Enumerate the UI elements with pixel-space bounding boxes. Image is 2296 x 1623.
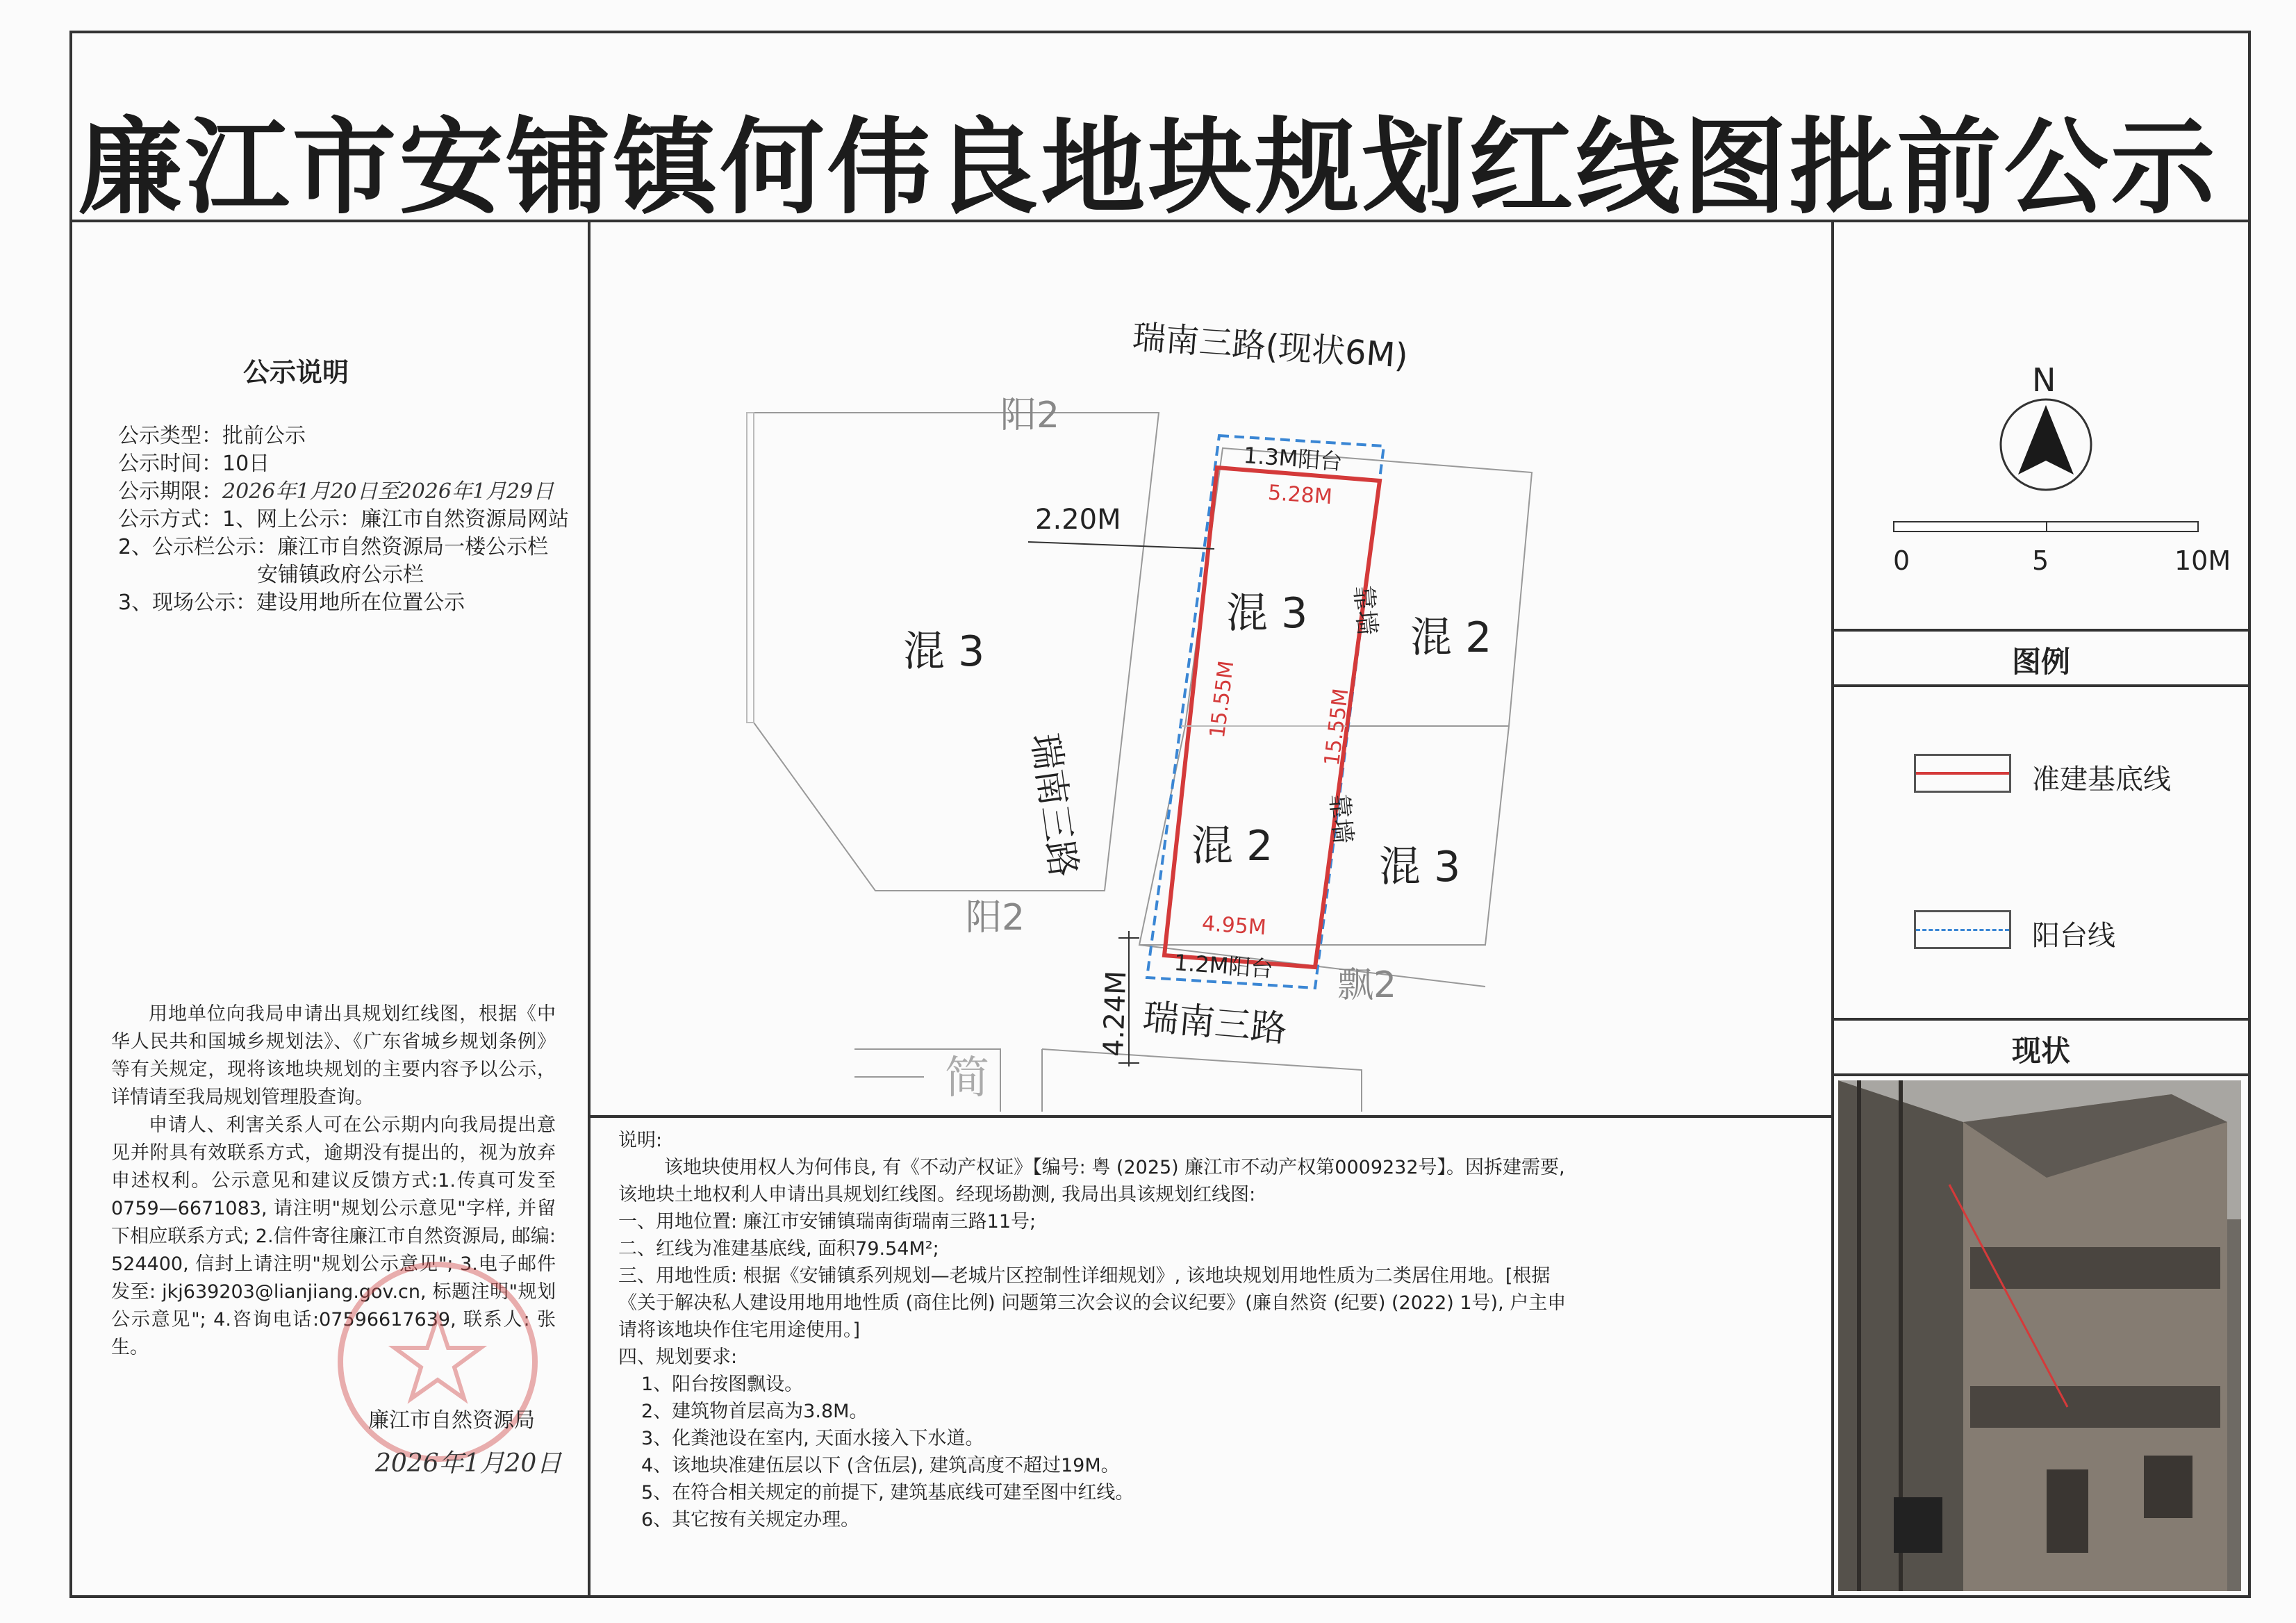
- building-label-site-top: 混 3: [1226, 589, 1308, 638]
- scale-label-0: 0: [1893, 545, 1910, 576]
- balcony-label-bottom: 1.2M阳台: [1173, 949, 1274, 982]
- piao-label: 飘2: [1337, 964, 1397, 1006]
- page-title: 廉江市安铺镇何伟良地块规划红线图批前公示: [78, 108, 2218, 229]
- dim-label-setback: 2.20M: [1035, 504, 1121, 536]
- official-seal: [327, 1251, 549, 1473]
- notice-method-2b: 安铺镇政府公示栏: [257, 563, 424, 587]
- notice-period: [118, 478, 554, 506]
- building-label-left: 混 3: [903, 627, 985, 676]
- wall-label-bottom: 靠墙: [1324, 792, 1357, 846]
- legend-blue-label: 阳台线: [2032, 920, 2115, 952]
- legend-header-top: [1831, 629, 2251, 632]
- status-header-bottom: [1831, 1073, 2251, 1076]
- requirement-6: 6、其它按有关规定办理。: [641, 1509, 860, 1531]
- building-label-site-bottom: 混 2: [1191, 822, 1273, 871]
- requirement-1: 1、阳台按图飘设。: [641, 1374, 804, 1395]
- scale-bar: [1893, 521, 2199, 532]
- scale-label-10: 10M: [2174, 545, 2231, 576]
- legend-blue-swatch: [1914, 910, 2011, 949]
- description-divider: [588, 1115, 1833, 1118]
- legend-red-label: 准建基底线: [2032, 764, 2171, 796]
- road-label-top: 瑞南三路(现状6M): [1131, 318, 1410, 376]
- status-header-top: [1831, 1018, 2251, 1021]
- description-item-2: 二、红线为准建基底线, 面积79.54M²;: [618, 1238, 939, 1260]
- notice-method-1: 公示方式：1、网上公示：廉江市自然资源局网站: [118, 507, 570, 532]
- balcony-label-top: 1.3M阳台: [1242, 442, 1344, 475]
- scale-label-5: 5: [2032, 545, 2049, 576]
- jian-label: 简: [945, 1053, 989, 1104]
- yang-label-top: 阳2: [1000, 395, 1060, 436]
- notice-method-2: 2、公示栏公示：廉江市自然资源局一楼公示栏: [118, 535, 549, 559]
- description-label: 说明:: [618, 1130, 663, 1151]
- description-item-3: 三、用地性质: 根据《安铺镇系列规划—老城片区控制性详细规划》, 该地块规划用地性质为二类居住用地。[根据《关于解决私人建设用地用地性质 (商住比例) 问题第三次会议的会议纪要》(廉自然资 (纪要) (2022) 1号), 户主申请将该地块作住宅用途使用。]: [618, 1265, 1567, 1341]
- description-item-4: 四、规划要求:: [618, 1346, 738, 1368]
- legend-red-swatch: [1914, 754, 2011, 793]
- compass-north: N: [2032, 361, 2056, 399]
- notice-heading: 公示说明: [243, 357, 349, 388]
- wall-label-top: 靠墙: [1348, 584, 1382, 637]
- dim-label-bottom: 4.95M: [1200, 911, 1267, 941]
- north-arrow-icon: [1994, 393, 2098, 497]
- building-label-right-bottom: 混 3: [1379, 843, 1461, 891]
- dim-label-left: 15.55M: [1205, 659, 1239, 740]
- notice-duration: 公示时间：10日: [118, 452, 270, 476]
- status-heading: 现状: [2011, 1034, 2070, 1068]
- dim-label-road: 4.24M: [1098, 970, 1133, 1057]
- notice-signature: 廉江市自然资源局: [368, 1408, 535, 1433]
- requirement-5: 5、在符合相关规定的前提下, 建筑基底线可建至图中红线。: [641, 1482, 1134, 1503]
- notice-method-3: 3、现场公示：建设用地所在位置公示: [118, 591, 465, 615]
- requirement-3: 3、化粪池设在室内, 天面水接入下水道。: [641, 1428, 984, 1449]
- notice-period-handwritten: 2026年1月20日至2026年1月29日: [222, 479, 554, 504]
- right-divider: [1831, 220, 1834, 1598]
- requirement-2: 2、建筑物首层高为3.8M。: [641, 1401, 868, 1422]
- description-item-1: 一、用地位置: 廉江市安铺镇瑞南街瑞南三路11号;: [618, 1211, 1036, 1233]
- status-photo: [1838, 1080, 2241, 1591]
- building-label-right-top: 混 2: [1410, 613, 1492, 662]
- description-panel: [618, 1127, 1577, 1533]
- road-label-bottom: 瑞南三路: [1141, 996, 1289, 1051]
- notice-paragraph-1: 用地单位向我局申请出具规划红线图，根据《中华人民共和国城乡规划法》、《广东省城乡规划条例》等有关规定，现将该地块规划的主要内容予以公示，详情请至我局规划管理股查询。: [111, 1003, 556, 1108]
- dim-label-top: 5.28M: [1266, 480, 1333, 510]
- notice-date-handwritten: 2026年1月20日: [375, 1449, 562, 1478]
- road-label-left: 瑞南三路: [1023, 730, 1085, 880]
- description-intro: 该地块使用权人为何伟良, 有《不动产权证》【编号: 粤 (2025) 廉江市不动产权第0009232号】。因拆建需要, 该地块土地权利人申请出具规划红线图。经现场勘测, 我局出具该规划红线图:: [618, 1157, 1565, 1205]
- legend-heading: 图例: [2011, 645, 2070, 679]
- legend-header-bottom: [1831, 684, 2251, 687]
- dim-label-right: 15.55M: [1320, 687, 1354, 768]
- yang-label-bottom: 阳2: [966, 897, 1025, 939]
- notice-type: 公示类型：批前公示: [118, 424, 306, 448]
- requirement-4: 4、该地块准建伍层以下 (含伍层), 建筑高度不超过19M。: [641, 1455, 1120, 1476]
- notice-period-label: 公示期限：: [118, 479, 222, 504]
- notice-paragraph-2: 申请人、利害关系人可在公示期内向我局提出意见并附具有效联系方式，逾期没有提出的，视为放弃申述权利。公示意见和建议反馈方式:1.传真可发至0759—6671083, 请注明"规划公示意见"字样, 并留下相应联系方式; 2.信件寄往廉江市自然资源局, 邮编: 524400, 信封上请注明"规划公示意见"; 3.电子邮件发至: jkj639203@lianjiang.gov.cn, 标题注明"规划公示意见"; 4.咨询电话:07596617639, 联系人: 张生。: [111, 1114, 556, 1358]
